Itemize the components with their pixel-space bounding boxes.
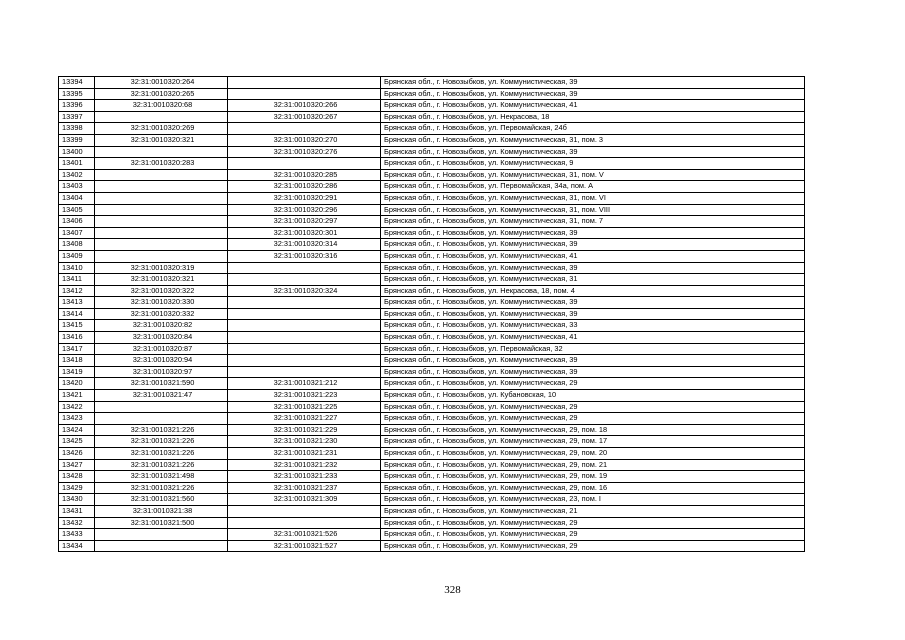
object-cadastral-cell — [228, 158, 381, 170]
address-cell: Брянская обл., г. Новозыбков, ул. Первомайская, 34а, пом. А — [381, 181, 805, 193]
address-cell: Брянская обл., г. Новозыбков, ул. Коммунистическая, 29 — [381, 517, 805, 529]
table-row — [59, 308, 805, 320]
address-cell: Брянская обл., г. Новозыбков, ул. Коммунистическая, 29, пом. 20 — [381, 448, 805, 460]
address-cell: Брянская обл., г. Новозыбков, ул. Коммунистическая, 9 — [381, 158, 805, 170]
parcel-cadastral-cell: 32:31:0010320:94 — [95, 355, 228, 367]
row-number-cell: 13403 — [59, 181, 95, 193]
parcel-cadastral-cell: 32:31:0010320:97 — [95, 366, 228, 378]
parcel-cadastral-cell: 32:31:0010321:226 — [95, 482, 228, 494]
table-row — [59, 401, 805, 413]
address-cell: Брянская обл., г. Новозыбков, ул. Кубановская, 10 — [381, 390, 805, 402]
address-cell: Брянская обл., г. Новозыбков, ул. Коммунистическая, 29 — [381, 413, 805, 425]
parcel-cadastral-cell — [95, 181, 228, 193]
object-cadastral-cell: 32:31:0010321:231 — [228, 448, 381, 460]
parcel-cadastral-cell: 32:31:0010321:226 — [95, 436, 228, 448]
row-number-cell: 13399 — [59, 134, 95, 146]
registry-table-body — [59, 77, 805, 552]
table-row — [59, 285, 805, 297]
object-cadastral-cell — [228, 77, 381, 89]
table-row — [59, 320, 805, 332]
row-number-cell: 13418 — [59, 355, 95, 367]
row-number-cell: 13420 — [59, 378, 95, 390]
parcel-cadastral-cell: 32:31:0010320:82 — [95, 320, 228, 332]
table-row — [59, 390, 805, 402]
parcel-cadastral-cell — [95, 192, 228, 204]
object-cadastral-cell: 32:31:0010321:227 — [228, 413, 381, 425]
parcel-cadastral-cell: 32:31:0010320:321 — [95, 134, 228, 146]
address-cell: Брянская обл., г. Новозыбков, ул. Коммунистическая, 29 — [381, 529, 805, 541]
parcel-cadastral-cell: 32:31:0010320:322 — [95, 285, 228, 297]
parcel-cadastral-cell: 32:31:0010321:47 — [95, 390, 228, 402]
address-cell: Брянская обл., г. Новозыбков, ул. Коммунистическая, 29, пом. 18 — [381, 424, 805, 436]
parcel-cadastral-cell — [95, 529, 228, 541]
address-cell: Брянская обл., г. Новозыбков, ул. Некрасова, 18 — [381, 111, 805, 123]
object-cadastral-cell: 32:31:0010320:276 — [228, 146, 381, 158]
row-number-cell: 13395 — [59, 88, 95, 100]
object-cadastral-cell: 32:31:0010321:232 — [228, 459, 381, 471]
object-cadastral-cell: 32:31:0010320:297 — [228, 216, 381, 228]
object-cadastral-cell: 32:31:0010321:212 — [228, 378, 381, 390]
table-row — [59, 332, 805, 344]
address-cell: Брянская обл., г. Новозыбков, ул. Коммунистическая, 41 — [381, 100, 805, 112]
object-cadastral-cell: 32:31:0010321:223 — [228, 390, 381, 402]
row-number-cell: 13431 — [59, 505, 95, 517]
parcel-cadastral-cell: 32:31:0010321:498 — [95, 471, 228, 483]
object-cadastral-cell: 32:31:0010320:291 — [228, 192, 381, 204]
table-row — [59, 540, 805, 552]
table-row — [59, 134, 805, 146]
address-cell: Брянская обл., г. Новозыбков, ул. Коммунистическая, 31, пом. VIII — [381, 204, 805, 216]
table-row — [59, 505, 805, 517]
table-row — [59, 192, 805, 204]
parcel-cadastral-cell: 32:31:0010321:500 — [95, 517, 228, 529]
table-row — [59, 262, 805, 274]
table-row — [59, 517, 805, 529]
parcel-cadastral-cell — [95, 169, 228, 181]
table-row — [59, 204, 805, 216]
table-row — [59, 448, 805, 460]
address-cell: Брянская обл., г. Новозыбков, ул. Коммунистическая, 41 — [381, 250, 805, 262]
row-number-cell: 13413 — [59, 297, 95, 309]
parcel-cadastral-cell — [95, 401, 228, 413]
object-cadastral-cell: 32:31:0010320:270 — [228, 134, 381, 146]
object-cadastral-cell — [228, 297, 381, 309]
address-cell: Брянская обл., г. Новозыбков, ул. Первомайская, 24б — [381, 123, 805, 135]
registry-table — [58, 76, 805, 552]
table-row — [59, 146, 805, 158]
address-cell: Брянская обл., г. Новозыбков, ул. Коммунистическая, 31, пом. V — [381, 169, 805, 181]
row-number-cell: 13398 — [59, 123, 95, 135]
object-cadastral-cell: 32:31:0010320:266 — [228, 100, 381, 112]
address-cell: Брянская обл., г. Новозыбков, ул. Коммунистическая, 33 — [381, 320, 805, 332]
address-cell: Брянская обл., г. Новозыбков, ул. Коммунистическая, 23, пом. I — [381, 494, 805, 506]
row-number-cell: 13415 — [59, 320, 95, 332]
parcel-cadastral-cell — [95, 540, 228, 552]
row-number-cell: 13422 — [59, 401, 95, 413]
table-row — [59, 274, 805, 286]
object-cadastral-cell — [228, 308, 381, 320]
row-number-cell: 13421 — [59, 390, 95, 402]
object-cadastral-cell: 32:31:0010321:229 — [228, 424, 381, 436]
table-row — [59, 494, 805, 506]
row-number-cell: 13404 — [59, 192, 95, 204]
parcel-cadastral-cell: 32:31:0010321:226 — [95, 448, 228, 460]
row-number-cell: 13426 — [59, 448, 95, 460]
address-cell: Брянская обл., г. Новозыбков, ул. Коммунистическая, 39 — [381, 88, 805, 100]
parcel-cadastral-cell: 32:31:0010321:560 — [95, 494, 228, 506]
address-cell: Брянская обл., г. Новозыбков, ул. Коммунистическая, 29, пом. 16 — [381, 482, 805, 494]
object-cadastral-cell: 32:31:0010320:296 — [228, 204, 381, 216]
object-cadastral-cell — [228, 366, 381, 378]
object-cadastral-cell: 32:31:0010320:316 — [228, 250, 381, 262]
table-row — [59, 413, 805, 425]
parcel-cadastral-cell — [95, 216, 228, 228]
address-cell: Брянская обл., г. Новозыбков, ул. Коммунистическая, 29, пом. 21 — [381, 459, 805, 471]
address-cell: Брянская обл., г. Новозыбков, ул. Коммунистическая, 39 — [381, 77, 805, 89]
address-cell: Брянская обл., г. Новозыбков, ул. Коммунистическая, 39 — [381, 239, 805, 251]
table-row — [59, 529, 805, 541]
table-row — [59, 297, 805, 309]
object-cadastral-cell — [228, 343, 381, 355]
address-cell: Брянская обл., г. Новозыбков, ул. Коммунистическая, 31 — [381, 274, 805, 286]
row-number-cell: 13417 — [59, 343, 95, 355]
parcel-cadastral-cell: 32:31:0010320:87 — [95, 343, 228, 355]
row-number-cell: 13434 — [59, 540, 95, 552]
address-cell: Брянская обл., г. Новозыбков, ул. Коммунистическая, 41 — [381, 332, 805, 344]
row-number-cell: 13410 — [59, 262, 95, 274]
parcel-cadastral-cell — [95, 111, 228, 123]
address-cell: Брянская обл., г. Новозыбков, ул. Коммунистическая, 39 — [381, 146, 805, 158]
row-number-cell: 13406 — [59, 216, 95, 228]
object-cadastral-cell: 32:31:0010321:225 — [228, 401, 381, 413]
object-cadastral-cell — [228, 517, 381, 529]
address-cell: Брянская обл., г. Новозыбков, ул. Коммунистическая, 39 — [381, 297, 805, 309]
row-number-cell: 13405 — [59, 204, 95, 216]
table-row — [59, 239, 805, 251]
address-cell: Брянская обл., г. Новозыбков, ул. Коммунистическая, 39 — [381, 355, 805, 367]
parcel-cadastral-cell: 32:31:0010320:84 — [95, 332, 228, 344]
object-cadastral-cell: 32:31:0010321:309 — [228, 494, 381, 506]
table-row — [59, 459, 805, 471]
table-row — [59, 227, 805, 239]
row-number-cell: 13408 — [59, 239, 95, 251]
row-number-cell: 13427 — [59, 459, 95, 471]
parcel-cadastral-cell — [95, 250, 228, 262]
parcel-cadastral-cell: 32:31:0010320:68 — [95, 100, 228, 112]
table-row — [59, 482, 805, 494]
parcel-cadastral-cell: 32:31:0010320:321 — [95, 274, 228, 286]
row-number-cell: 13416 — [59, 332, 95, 344]
row-number-cell: 13411 — [59, 274, 95, 286]
address-cell: Брянская обл., г. Новозыбков, ул. Коммунистическая, 31, пом. 3 — [381, 134, 805, 146]
address-cell: Брянская обл., г. Новозыбков, ул. Коммунистическая, 31, пом. VI — [381, 192, 805, 204]
row-number-cell: 13401 — [59, 158, 95, 170]
table-row — [59, 355, 805, 367]
object-cadastral-cell: 32:31:0010321:527 — [228, 540, 381, 552]
address-cell: Брянская обл., г. Новозыбков, ул. Коммунистическая, 29 — [381, 401, 805, 413]
address-cell: Брянская обл., г. Новозыбков, ул. Первомайская, 32 — [381, 343, 805, 355]
address-cell: Брянская обл., г. Новозыбков, ул. Коммунистическая, 39 — [381, 308, 805, 320]
parcel-cadastral-cell — [95, 239, 228, 251]
parcel-cadastral-cell: 32:31:0010320:283 — [95, 158, 228, 170]
address-cell: Брянская обл., г. Новозыбков, ул. Коммунистическая, 29, пом. 19 — [381, 471, 805, 483]
parcel-cadastral-cell: 32:31:0010321:38 — [95, 505, 228, 517]
object-cadastral-cell: 32:31:0010320:286 — [228, 181, 381, 193]
row-number-cell: 13433 — [59, 529, 95, 541]
table-row — [59, 100, 805, 112]
address-cell: Брянская обл., г. Новозыбков, ул. Коммунистическая, 39 — [381, 227, 805, 239]
row-number-cell: 13396 — [59, 100, 95, 112]
row-number-cell: 13428 — [59, 471, 95, 483]
row-number-cell: 13425 — [59, 436, 95, 448]
object-cadastral-cell — [228, 274, 381, 286]
table-row — [59, 216, 805, 228]
row-number-cell: 13412 — [59, 285, 95, 297]
parcel-cadastral-cell: 32:31:0010321:226 — [95, 459, 228, 471]
address-cell: Брянская обл., г. Новозыбков, ул. Некрасова, 18, пом. 4 — [381, 285, 805, 297]
table-row — [59, 471, 805, 483]
row-number-cell: 13432 — [59, 517, 95, 529]
row-number-cell: 13407 — [59, 227, 95, 239]
address-cell: Брянская обл., г. Новозыбков, ул. Коммунистическая, 39 — [381, 366, 805, 378]
table-row — [59, 366, 805, 378]
row-number-cell: 13414 — [59, 308, 95, 320]
row-number-cell: 13402 — [59, 169, 95, 181]
address-cell: Брянская обл., г. Новозыбков, ул. Коммунистическая, 31, пом. 7 — [381, 216, 805, 228]
parcel-cadastral-cell: 32:31:0010320:264 — [95, 77, 228, 89]
table-row — [59, 378, 805, 390]
object-cadastral-cell — [228, 262, 381, 274]
parcel-cadastral-cell: 32:31:0010320:319 — [95, 262, 228, 274]
address-cell: Брянская обл., г. Новозыбков, ул. Коммунистическая, 21 — [381, 505, 805, 517]
parcel-cadastral-cell — [95, 413, 228, 425]
object-cadastral-cell: 32:31:0010321:230 — [228, 436, 381, 448]
row-number-cell: 13397 — [59, 111, 95, 123]
object-cadastral-cell — [228, 88, 381, 100]
object-cadastral-cell: 32:31:0010321:237 — [228, 482, 381, 494]
parcel-cadastral-cell — [95, 204, 228, 216]
object-cadastral-cell — [228, 332, 381, 344]
table-row — [59, 77, 805, 89]
registry-table-container — [58, 76, 804, 552]
parcel-cadastral-cell: 32:31:0010321:226 — [95, 424, 228, 436]
row-number-cell: 13424 — [59, 424, 95, 436]
object-cadastral-cell — [228, 123, 381, 135]
parcel-cadastral-cell — [95, 146, 228, 158]
table-row — [59, 250, 805, 262]
object-cadastral-cell: 32:31:0010320:314 — [228, 239, 381, 251]
object-cadastral-cell: 32:31:0010320:301 — [228, 227, 381, 239]
object-cadastral-cell: 32:31:0010320:267 — [228, 111, 381, 123]
table-row — [59, 123, 805, 135]
object-cadastral-cell: 32:31:0010320:324 — [228, 285, 381, 297]
parcel-cadastral-cell: 32:31:0010321:590 — [95, 378, 228, 390]
row-number-cell: 13419 — [59, 366, 95, 378]
object-cadastral-cell — [228, 355, 381, 367]
object-cadastral-cell: 32:31:0010320:285 — [228, 169, 381, 181]
address-cell: Брянская обл., г. Новозыбков, ул. Коммунистическая, 29 — [381, 378, 805, 390]
table-row — [59, 88, 805, 100]
object-cadastral-cell: 32:31:0010321:526 — [228, 529, 381, 541]
table-row — [59, 343, 805, 355]
row-number-cell: 13430 — [59, 494, 95, 506]
table-row — [59, 169, 805, 181]
parcel-cadastral-cell — [95, 227, 228, 239]
address-cell: Брянская обл., г. Новозыбков, ул. Коммунистическая, 29 — [381, 540, 805, 552]
parcel-cadastral-cell: 32:31:0010320:332 — [95, 308, 228, 320]
page-number: 328 — [444, 584, 461, 596]
table-row — [59, 158, 805, 170]
table-row — [59, 436, 805, 448]
address-cell: Брянская обл., г. Новозыбков, ул. Коммунистическая, 39 — [381, 262, 805, 274]
address-cell: Брянская обл., г. Новозыбков, ул. Коммунистическая, 29, пом. 17 — [381, 436, 805, 448]
row-number-cell: 13400 — [59, 146, 95, 158]
object-cadastral-cell — [228, 320, 381, 332]
row-number-cell: 13394 — [59, 77, 95, 89]
object-cadastral-cell — [228, 505, 381, 517]
parcel-cadastral-cell: 32:31:0010320:265 — [95, 88, 228, 100]
parcel-cadastral-cell: 32:31:0010320:330 — [95, 297, 228, 309]
table-row — [59, 111, 805, 123]
table-row — [59, 424, 805, 436]
row-number-cell: 13423 — [59, 413, 95, 425]
row-number-cell: 13429 — [59, 482, 95, 494]
table-row — [59, 181, 805, 193]
object-cadastral-cell: 32:31:0010321:233 — [228, 471, 381, 483]
row-number-cell: 13409 — [59, 250, 95, 262]
parcel-cadastral-cell: 32:31:0010320:269 — [95, 123, 228, 135]
